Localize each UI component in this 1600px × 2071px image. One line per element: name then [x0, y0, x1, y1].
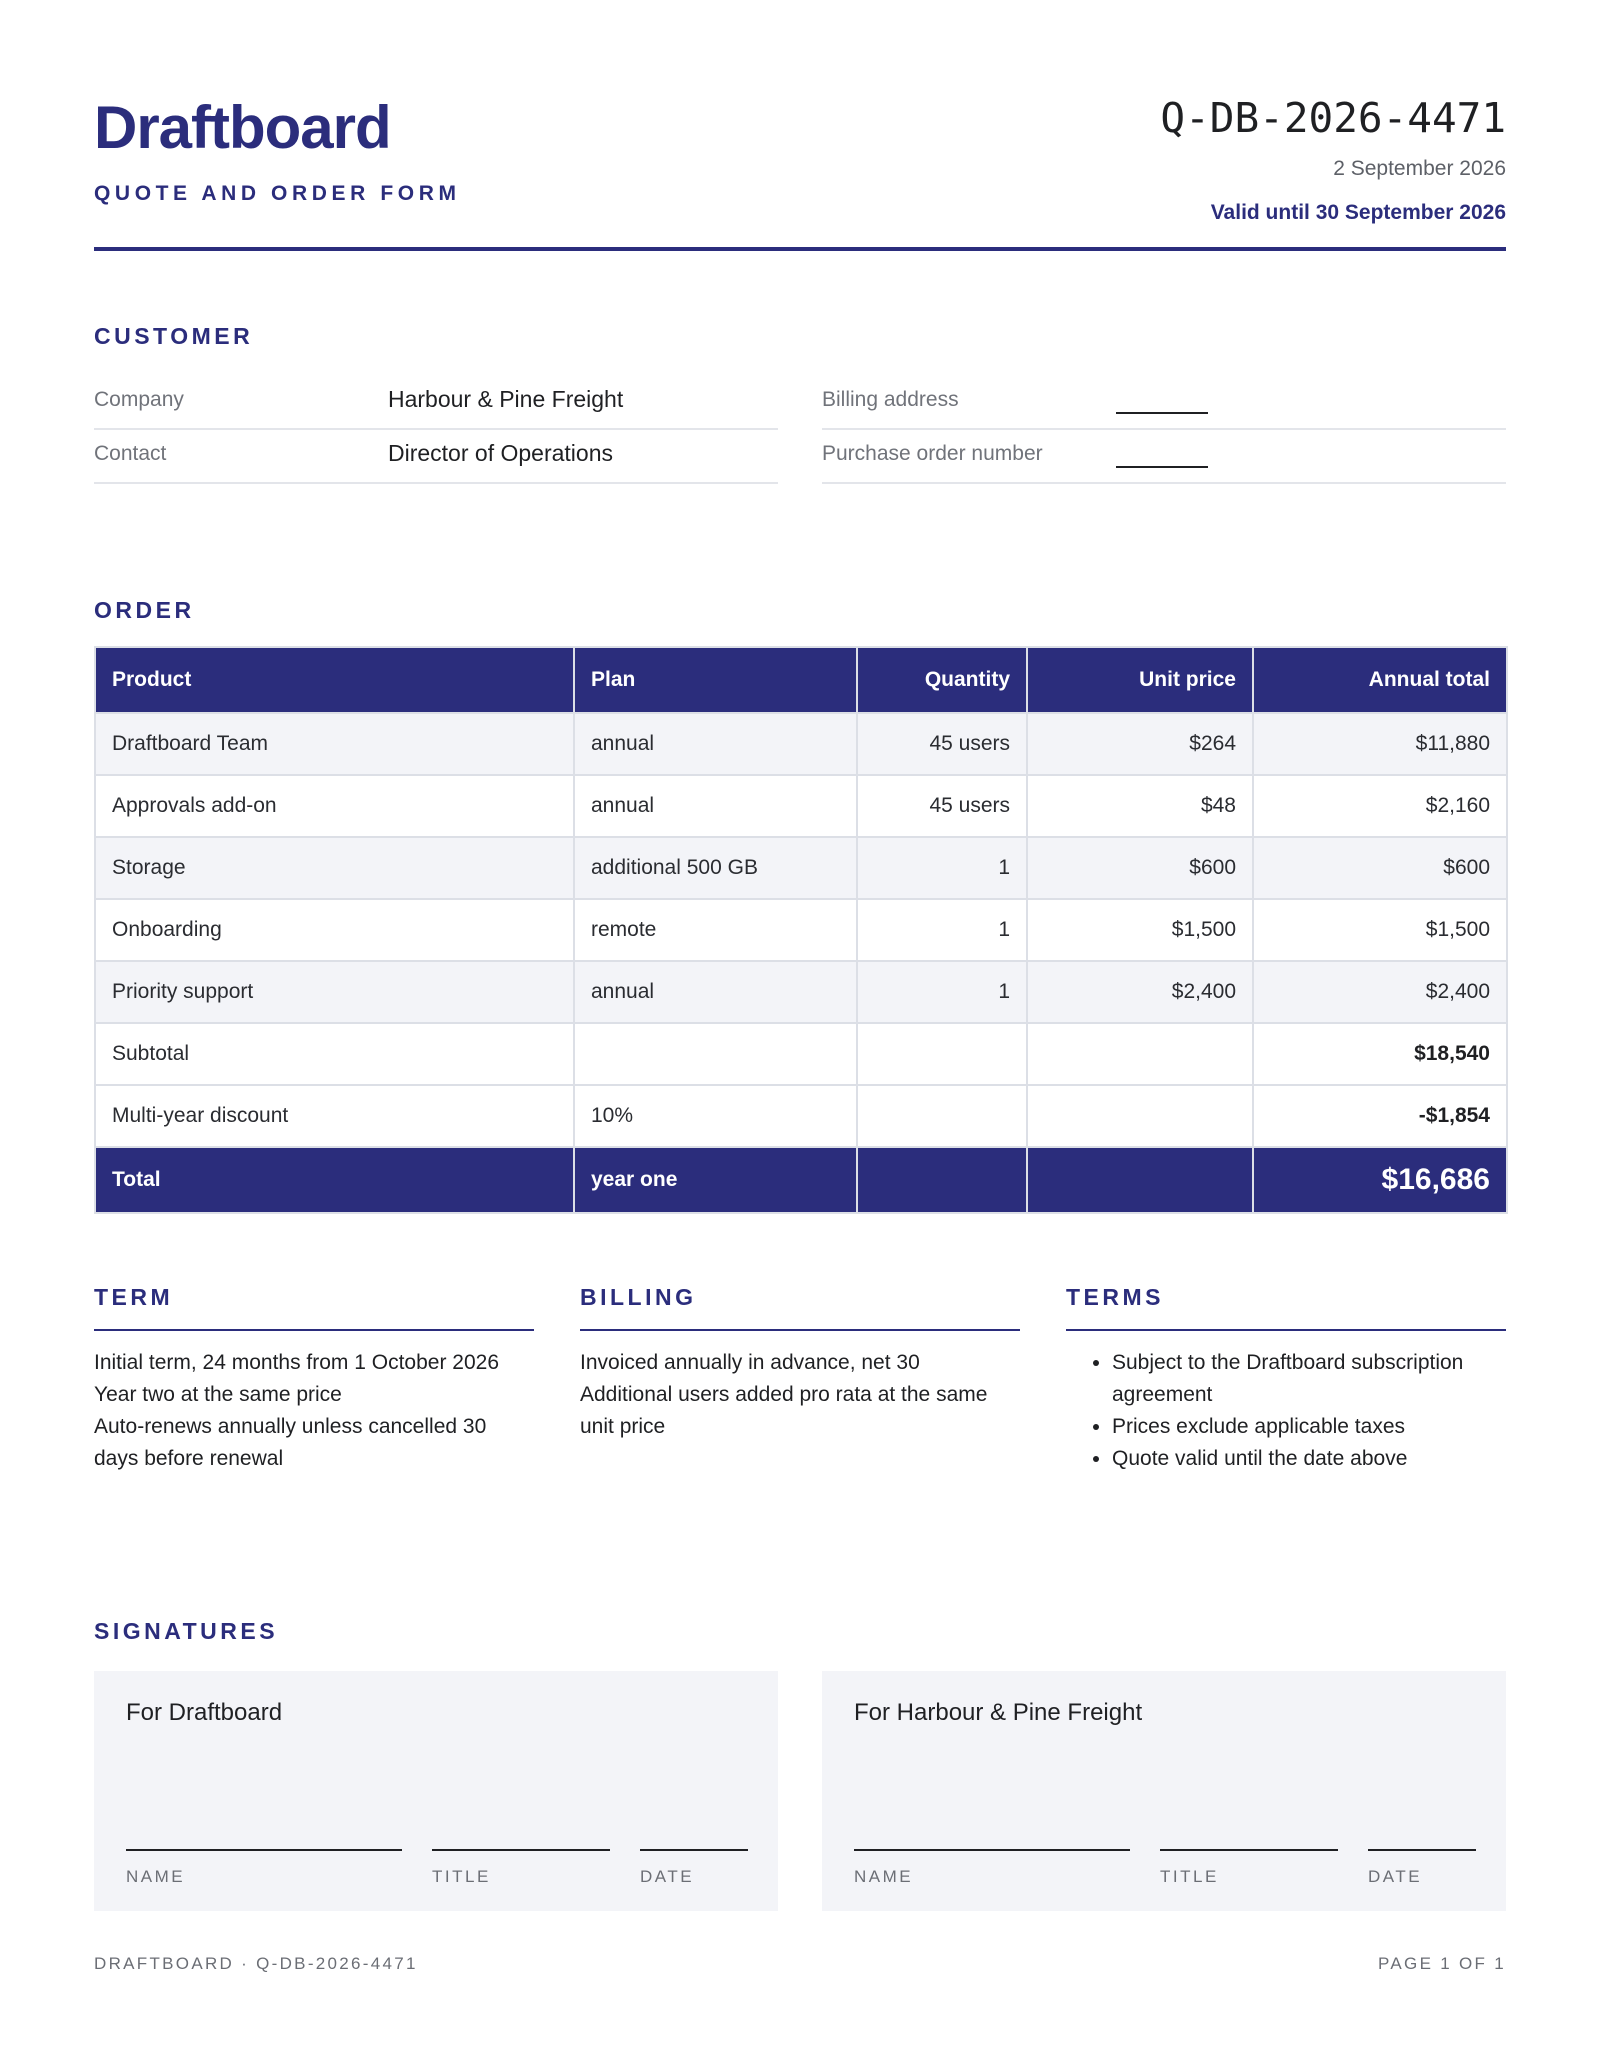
term-line: Initial term, 24 months from 1 October 2026: [94, 1351, 500, 1374]
signatures-section-title: SIGNATURES: [94, 1618, 279, 1644]
total-label: Total: [95, 1147, 574, 1213]
terms-list: [1066, 1347, 1506, 1475]
company-label: Company: [94, 388, 184, 411]
header-divider: [94, 247, 1506, 251]
unit-price-cell: $600: [1027, 837, 1253, 899]
billing-column: [580, 1284, 1020, 1443]
subtotal-row: [95, 1023, 1507, 1085]
term-line: Year two at the same price: [94, 1383, 342, 1406]
table-row: [95, 713, 1507, 775]
name-label: NAME: [854, 1867, 914, 1886]
term-column: [94, 1284, 534, 1475]
title-label: TITLE: [432, 1867, 491, 1886]
col-header-annual-total: Annual total: [1253, 647, 1507, 713]
po-number-field[interactable]: [822, 428, 1506, 484]
terms-item: • Quote valid until the date above: [1112, 1443, 1506, 1475]
total-row: [95, 1147, 1507, 1213]
title-label: TITLE: [1160, 1867, 1219, 1886]
discount-label: Multi-year discount: [95, 1085, 574, 1147]
terms-column: [1066, 1284, 1506, 1475]
footer-reference: DRAFTBOARD · Q-DB-2026-4471: [94, 1954, 418, 1973]
annual-total-cell: $2,160: [1253, 775, 1507, 837]
terms-item: • Prices exclude applicable taxes: [1112, 1411, 1506, 1443]
date-label: DATE: [640, 1867, 695, 1886]
date-label: DATE: [1368, 1867, 1423, 1886]
signature-box-draftboard: [94, 1671, 778, 1911]
plan-cell: annual: [574, 961, 857, 1023]
annual-total-cell: $1,500: [1253, 899, 1507, 961]
po-number-label: Purchase order number: [822, 442, 1043, 465]
empty-cell: [574, 1023, 857, 1085]
quote-date: 2 September 2026: [1333, 157, 1506, 180]
terms-item: • Subject to the Draftboard subscription agreement: [1112, 1347, 1506, 1411]
term-title: TERM: [94, 1284, 534, 1331]
page-number: PAGE 1 OF 1: [1378, 1954, 1506, 1973]
subtotal-value: $18,540: [1253, 1023, 1507, 1085]
unit-price-cell: $1,500: [1027, 899, 1253, 961]
empty-cell: [1027, 1147, 1253, 1213]
discount-rate: 10%: [574, 1085, 857, 1147]
signature-box-customer: [822, 1671, 1506, 1911]
plan-cell: remote: [574, 899, 857, 961]
quote-number: Q-DB-2026-4471: [1160, 94, 1506, 142]
valid-until: Valid until 30 September 2026: [1210, 201, 1506, 224]
contact-field: [94, 428, 778, 484]
product-cell: Onboarding: [95, 899, 574, 961]
quantity-cell: 1: [857, 837, 1027, 899]
annual-total-cell: $11,880: [1253, 713, 1507, 775]
title-signature-line[interactable]: [432, 1849, 610, 1851]
contact-value: Director of Operations: [388, 440, 613, 466]
terms-title: TERMS: [1066, 1284, 1506, 1331]
term-line: Auto-renews annually unless cancelled 30 days before renewal: [94, 1415, 487, 1470]
company-value: Harbour & Pine Freight: [388, 386, 624, 412]
empty-cell: [857, 1147, 1027, 1213]
empty-cell: [857, 1085, 1027, 1147]
empty-cell: [1027, 1085, 1253, 1147]
product-cell: Approvals add-on: [95, 775, 574, 837]
billing-line: Additional users added pro rata at the same unit price: [580, 1383, 988, 1438]
customer-section-title: CUSTOMER: [94, 323, 254, 349]
name-signature-line[interactable]: [854, 1849, 1130, 1851]
col-header-quantity: Quantity: [857, 647, 1027, 713]
quantity-cell: 1: [857, 899, 1027, 961]
title-signature-line[interactable]: [1160, 1849, 1338, 1851]
empty-cell: [857, 1023, 1027, 1085]
document-subtitle: QUOTE AND ORDER FORM: [94, 182, 461, 205]
empty-cell: [1027, 1023, 1253, 1085]
annual-total-cell: $600: [1253, 837, 1507, 899]
date-signature-line[interactable]: [640, 1849, 748, 1851]
table-row: [95, 775, 1507, 837]
col-header-unit-price: Unit price: [1027, 647, 1253, 713]
order-table: [94, 646, 1508, 1214]
brand-logo-text: Draftboard: [94, 94, 391, 161]
plan-cell: annual: [574, 775, 857, 837]
date-signature-line[interactable]: [1368, 1849, 1476, 1851]
subtotal-label: Subtotal: [95, 1023, 574, 1085]
col-header-product: Product: [95, 647, 574, 713]
discount-value: -$1,854: [1253, 1085, 1507, 1147]
billing-address-field[interactable]: [822, 374, 1506, 430]
annual-total-cell: $2,400: [1253, 961, 1507, 1023]
unit-price-cell: $264: [1027, 713, 1253, 775]
product-cell: Priority support: [95, 961, 574, 1023]
unit-price-cell: $2,400: [1027, 961, 1253, 1023]
name-signature-line[interactable]: [126, 1849, 402, 1851]
col-header-plan: Plan: [574, 647, 857, 713]
quantity-cell: 45 users: [857, 775, 1027, 837]
company-field: [94, 374, 778, 430]
quantity-cell: 1: [857, 961, 1027, 1023]
plan-cell: additional 500 GB: [574, 837, 857, 899]
product-cell: Draftboard Team: [95, 713, 574, 775]
table-row: [95, 899, 1507, 961]
product-cell: Storage: [95, 837, 574, 899]
billing-address-label: Billing address: [822, 388, 959, 411]
total-value: $16,686: [1253, 1147, 1507, 1213]
signature-party-draftboard: For Draftboard: [126, 1699, 283, 1726]
name-label: NAME: [126, 1867, 186, 1886]
order-section-title: ORDER: [94, 597, 195, 623]
quantity-cell: 45 users: [857, 713, 1027, 775]
table-row: [95, 961, 1507, 1023]
unit-price-cell: $48: [1027, 775, 1253, 837]
contact-label: Contact: [94, 442, 167, 465]
total-plan: year one: [574, 1147, 857, 1213]
discount-row: [95, 1085, 1507, 1147]
order-header-row: [95, 647, 1507, 713]
billing-line: Invoiced annually in advance, net 30: [580, 1351, 920, 1374]
billing-title: BILLING: [580, 1284, 1020, 1331]
po-number-blank[interactable]: [1116, 466, 1208, 468]
billing-address-blank[interactable]: [1116, 412, 1208, 414]
table-row: [95, 837, 1507, 899]
signature-party-customer: For Harbour & Pine Freight: [854, 1699, 1143, 1726]
plan-cell: annual: [574, 713, 857, 775]
